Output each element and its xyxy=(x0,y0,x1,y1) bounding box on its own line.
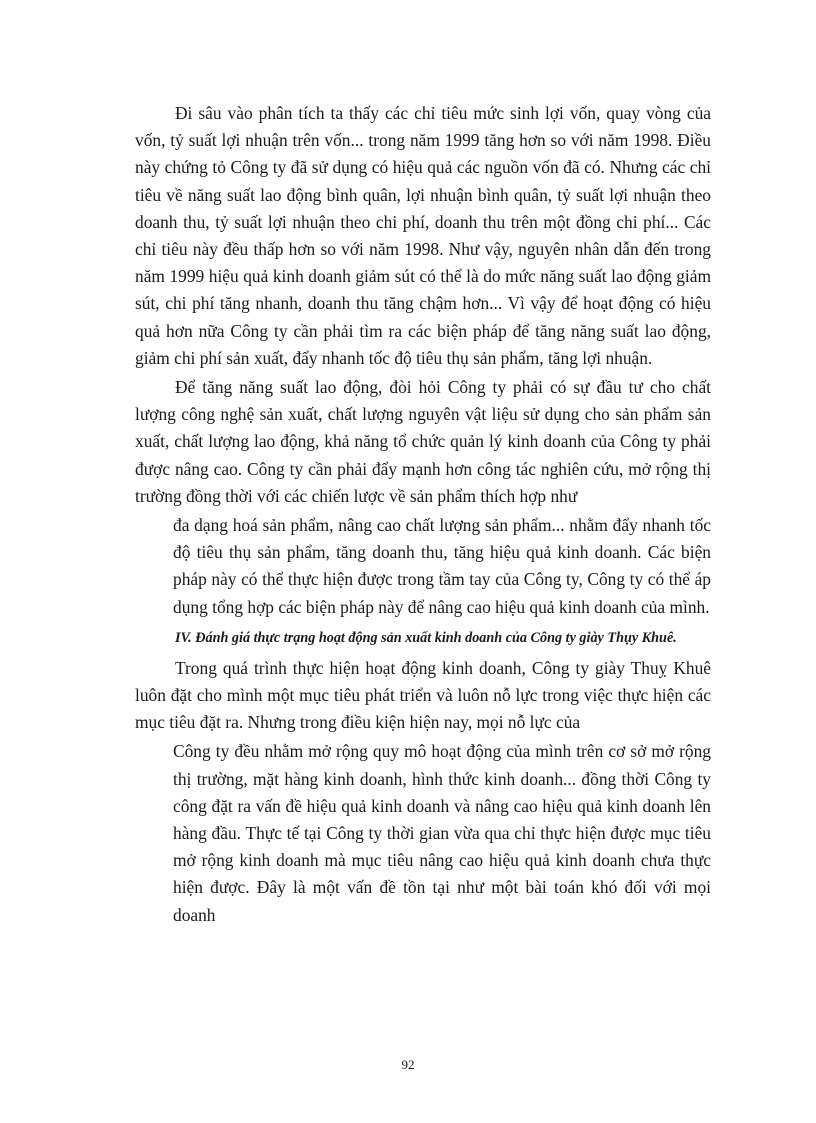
paragraph-labor-productivity: Để tăng năng suất lao động, đòi hỏi Công ty phải có sự đầu tư cho chất lượng công nghệ sản xuất, chất lượng nguyên vật liệu sử dụng cho sản phẩm sản xuất, chất lượng lao động, khả năng tổ chức quản lý kinh doanh của Công ty phải được nâng cao. Công ty cần phải đẩy mạnh hơn công tác nghiên cứu, mở rộng thị trường đồng thời với các chiến lược về sản phẩm thích hợp như xyxy=(135,377,711,506)
paragraph-business-process: Trong quá trình thực hiện hoạt động kinh doanh, Công ty giày Thuỵ Khuê luôn đặt cho mình một mục tiêu phát triển và luôn nỗ lực trong việc thực hiện các mục tiêu đặt ra. Nhưng trong điều kiện hiện nay, mọi nỗ lực của xyxy=(135,657,711,733)
section-heading: IV. Đánh giá thực trạng hoạt động sản xuất kinh doanh của Công ty giày Thụy Khuê. xyxy=(175,629,677,646)
paragraph-business-expansion: Công ty đều nhằm mở rộng quy mô hoạt động của mình trên cơ sở mở rộng thị trường, mặt hàng kinh doanh, hình thức kinh doanh... đồng thời Công ty công đặt ra vấn đề hiệu quả kinh doanh và nâng cao hiệu quả kinh doanh lên hàng đầu. Thực tế tại Công ty thời gian vừa qua chỉ thực hiện được mục tiêu mở rộng kinh doanh mà mục tiêu nâng cao hiệu quả kinh doanh chưa thực hiện được. Đây là một vấn đề tồn tại như một bài toán khó đối với mọi doanh xyxy=(173,741,711,925)
page-number: 92 xyxy=(401,1057,415,1072)
paragraph-analysis: Đi sâu vào phân tích ta thấy các chỉ tiêu mức sinh lợi vốn, quay vòng của vốn, tỷ suất lợi nhuận trên vốn... trong năm 1999 tăng hơn so với năm 1998. Điều này chứng tỏ Công ty đã sử dụng có hiệu quả các nguồn vốn đã có. Nhưng các chỉ tiêu về năng suất lao động bình quân, lợi nhuận bình quân, tỷ suất lợi nhuận theo doanh thu, tỷ suất lợi nhuận theo chi phí, doanh thu trên một đồng chi phí... Các chỉ tiêu này đều thấp hơn so với năm 1998. Như vậy, nguyên nhân dẫn đến trong năm 1999 hiệu quả kinh doanh giảm sút có thể là do mức năng suất lao động giảm sút, chi phí tăng nhanh, doanh thu tăng chậm hơn... Vì vậy để hoạt động có hiệu quả hơn nữa Công ty cần phải tìm ra các biện pháp để tăng năng suất lao động, giảm chi phí sản xuất, đẩy nhanh tốc độ tiêu thụ sản phẩm, tăng lợi nhuận. xyxy=(135,103,711,368)
document-body xyxy=(135,100,711,929)
paragraph-product-strategy: đa dạng hoá sản phẩm, nâng cao chất lượng sản phẩm... nhằm đẩy nhanh tốc độ tiêu thụ sản phẩm, tăng doanh thu, tăng hiệu quả kinh doanh. Các biện pháp này có thể thực hiện được trong tầm tay của Công ty, Công ty có thể áp dụng tổng hợp các biện pháp này để nâng cao hiệu quả kinh doanh của mình. xyxy=(173,515,711,617)
